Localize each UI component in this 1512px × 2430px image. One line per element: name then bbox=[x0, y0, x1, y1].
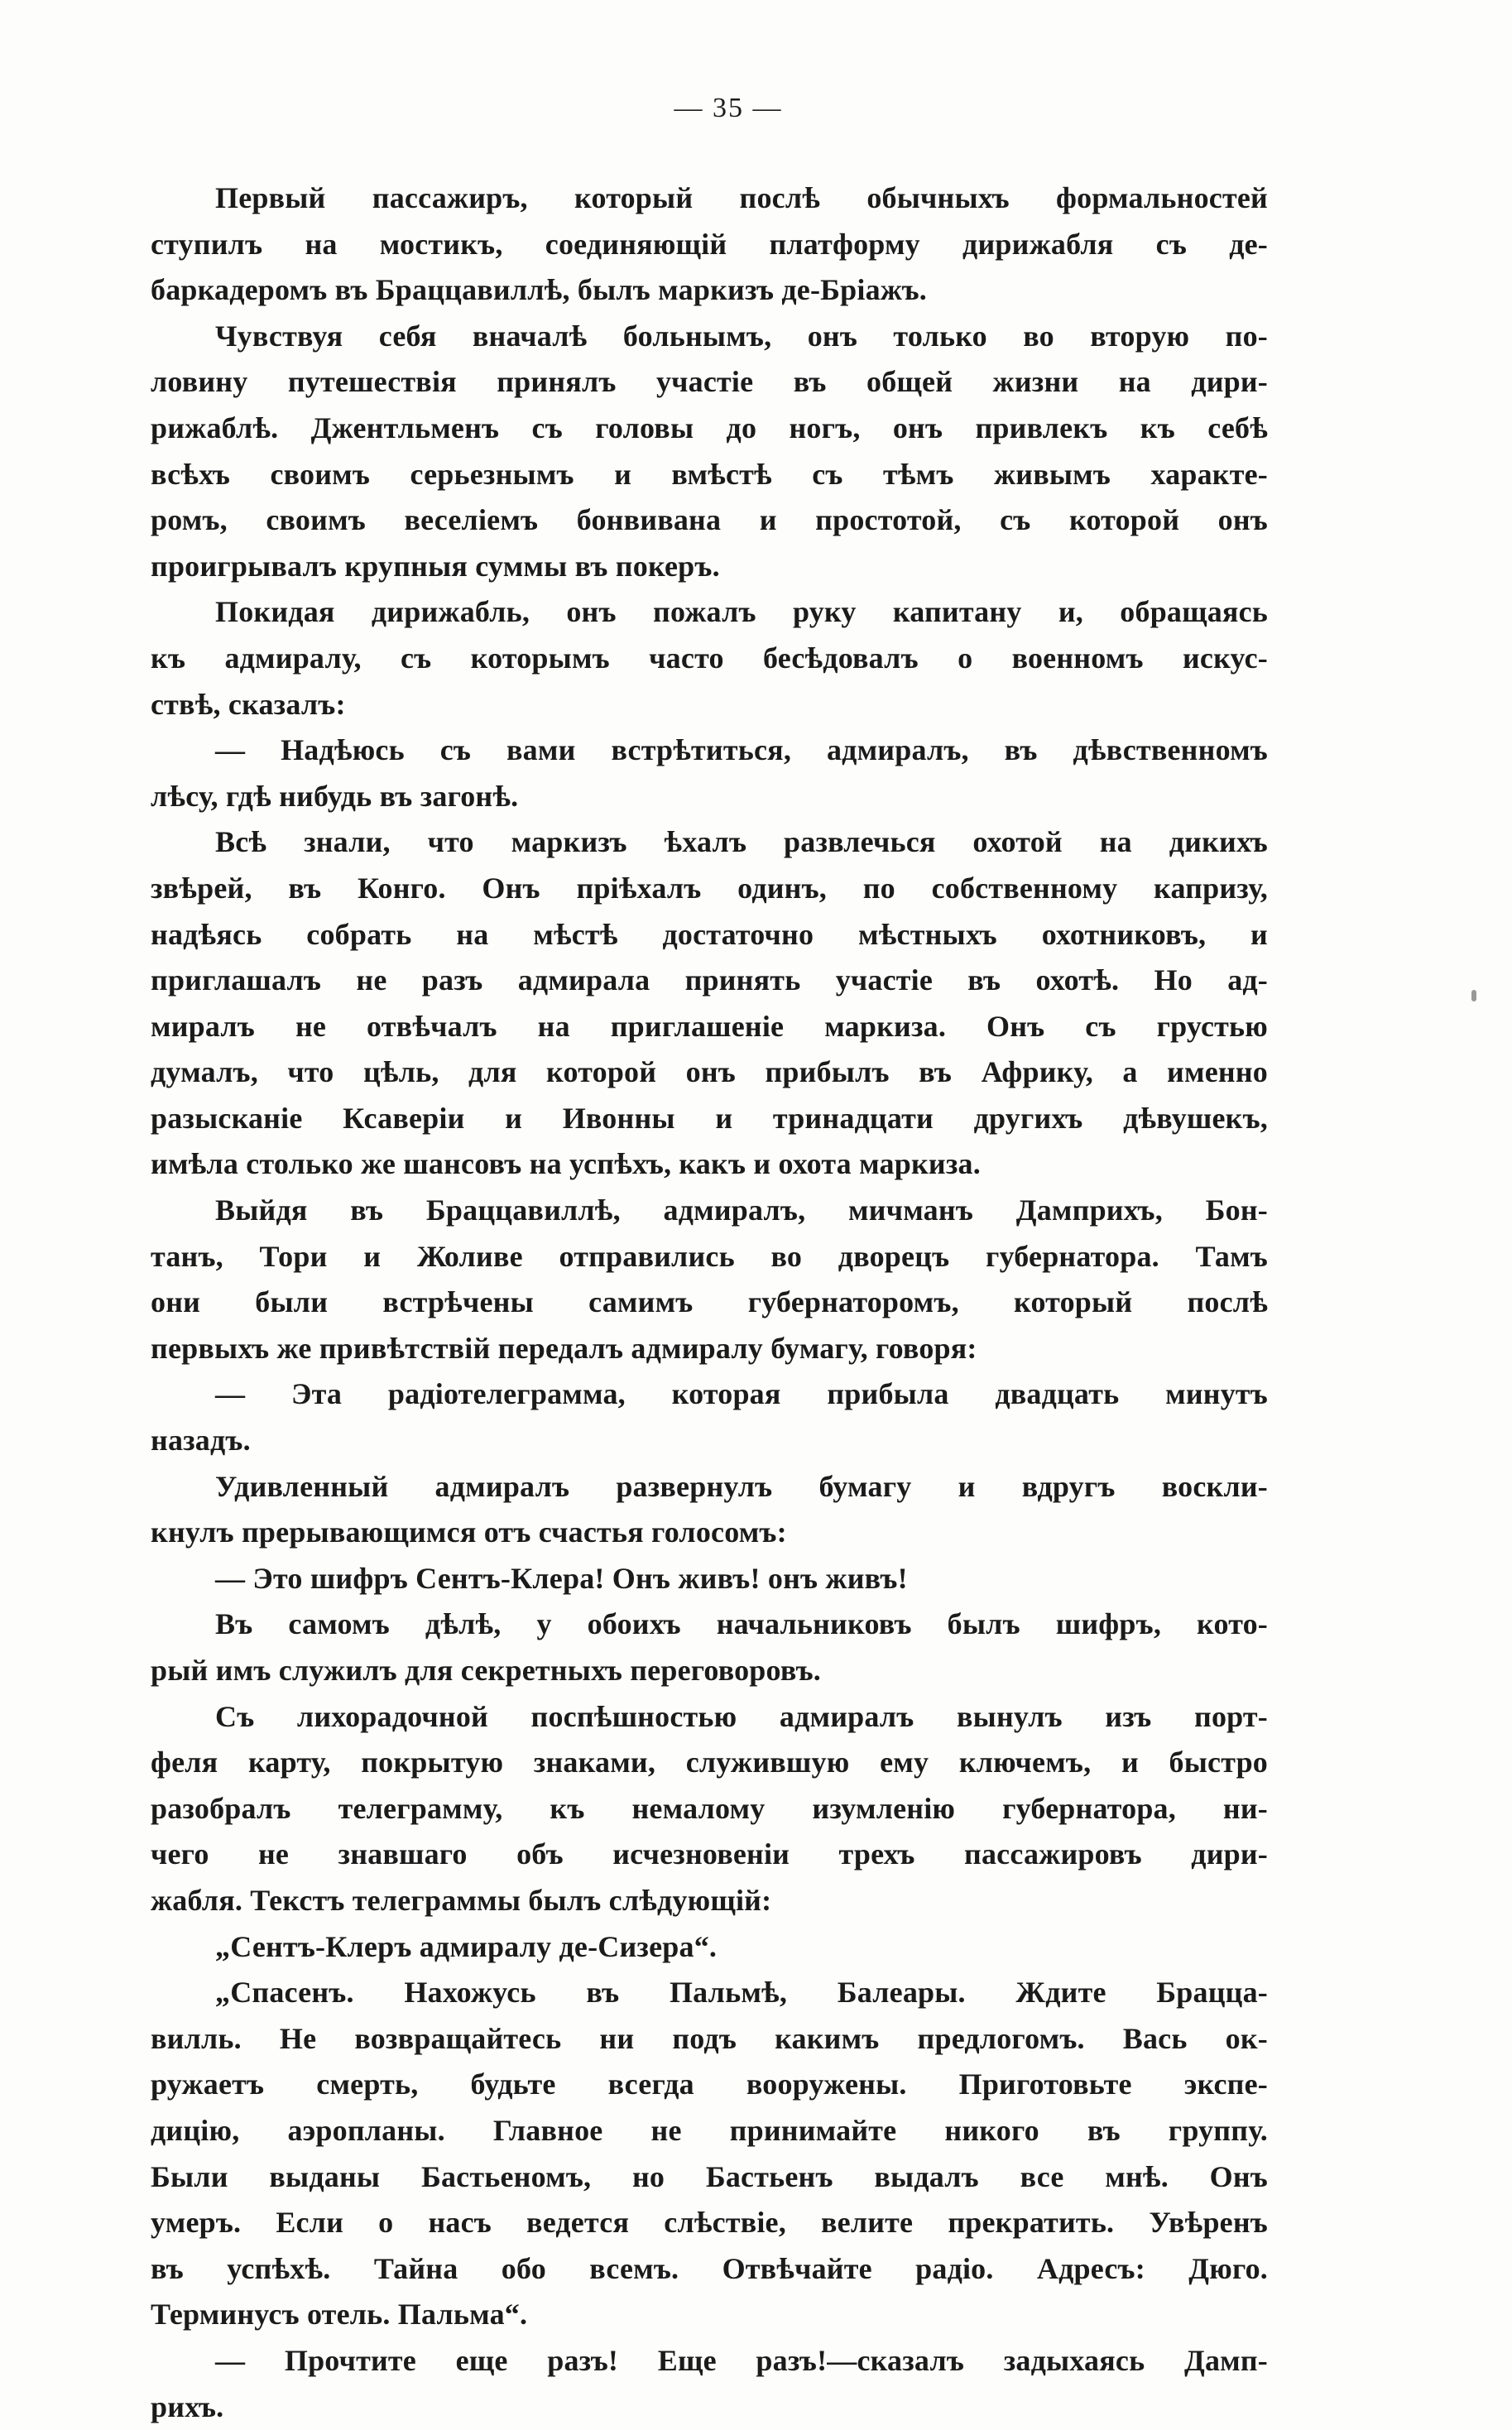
scan-speck bbox=[1471, 990, 1476, 1001]
text-line: Въ самомъ дѣлѣ, у обоихъ начальниковъ былъ шифръ, кото- bbox=[151, 1602, 1268, 1648]
text-line: рихъ. bbox=[151, 2384, 1268, 2430]
text-line: приглашалъ не разъ адмирала принять участіе въ охотѣ. Но ад- bbox=[151, 958, 1268, 1004]
text-line: Терминусъ отель. Пальма“. bbox=[151, 2292, 1268, 2338]
text-line: рижаблѣ. Джентльменъ съ головы до ногъ, онъ привлекъ къ себѣ bbox=[151, 406, 1268, 452]
text-line: баркадеромъ въ Браццавиллѣ, былъ маркизъ де-Бріажъ. bbox=[151, 267, 1268, 314]
text-line: Первый пассажиръ, который послѣ обычныхъ формальностей bbox=[151, 175, 1268, 222]
text-line: миралъ не отвѣчалъ на приглашеніе маркиза. Онъ съ грустью bbox=[151, 1004, 1268, 1050]
text-line: танъ, Тори и Жоливе отправились во дворецъ губернатора. Тамъ bbox=[151, 1234, 1268, 1280]
page-number: — 35 — bbox=[0, 93, 1457, 124]
text-line: ступилъ на мостикъ, соединяющій платформу дирижабля съ де- bbox=[151, 222, 1268, 268]
text-line: жабля. Текстъ телеграммы былъ слѣдующій: bbox=[151, 1878, 1268, 1924]
text-line: лѣсу, гдѣ нибудь въ загонѣ. bbox=[151, 774, 1268, 820]
text-line: ловину путешествія принялъ участіе въ общей жизни на дири- bbox=[151, 359, 1268, 406]
text-line: — Это шифръ Сентъ-Клера! Онъ живъ! онъ живъ! bbox=[151, 1556, 1268, 1602]
text-line: Покидая дирижабль, онъ пожалъ руку капитану и, обращаясь bbox=[151, 589, 1268, 636]
text-line: Выйдя въ Браццавиллѣ, адмиралъ, мичманъ Дамприхъ, Бон- bbox=[151, 1188, 1268, 1234]
text-line: чего не знавшаго объ исчезновеніи трехъ пассажировъ дири- bbox=[151, 1832, 1268, 1878]
text-line: думалъ, что цѣль, для которой онъ прибылъ въ Африку, а именно bbox=[151, 1049, 1268, 1096]
text-line: умеръ. Если о насъ ведется слѣствіе, велите прекратить. Увѣренъ bbox=[151, 2200, 1268, 2246]
text-line: ствѣ, сказалъ: bbox=[151, 682, 1268, 728]
text-line: Всѣ знали, что маркизъ ѣхалъ развлечься охотой на дикихъ bbox=[151, 819, 1268, 866]
text-line: ромъ, своимъ веселіемъ бонвивана и простотой, съ которой онъ bbox=[151, 497, 1268, 544]
text-line: „Сентъ-Клеръ адмиралу де-Сизера“. bbox=[151, 1924, 1268, 1971]
text-line: ружаетъ смерть, будьте всегда вооружены. Приготовьте экспе- bbox=[151, 2062, 1268, 2108]
text-line: разобралъ телеграмму, къ немалому изумленію губернатора, ни- bbox=[151, 1786, 1268, 1832]
text-line: разысканіе Ксаверіи и Ивонны и тринадцати другихъ дѣвушекъ, bbox=[151, 1096, 1268, 1142]
text-line: кнулъ прерывающимся отъ счастья голосомъ: bbox=[151, 1510, 1268, 1556]
text-line: первыхъ же привѣтствій передалъ адмиралу бумагу, говоря: bbox=[151, 1326, 1268, 1372]
text-line: феля карту, покрытую знаками, служившую ему ключемъ, и быстро bbox=[151, 1740, 1268, 1786]
text-line: проигрывалъ крупныя суммы въ покеръ. bbox=[151, 544, 1268, 590]
text-line: Удивленный адмиралъ развернулъ бумагу и вдругъ воскли- bbox=[151, 1464, 1268, 1510]
text-line: Чувствуя себя вначалѣ больнымъ, онъ только во вторую по- bbox=[151, 314, 1268, 360]
text-line: назадъ. bbox=[151, 1418, 1268, 1464]
text-line: всѣхъ своимъ серьезнымъ и вмѣстѣ съ тѣмъ живымъ характе- bbox=[151, 452, 1268, 498]
text-line: звѣрей, въ Конго. Онъ пріѣхалъ одинъ, по собственному капризу, bbox=[151, 866, 1268, 912]
text-line: къ адмиралу, съ которымъ часто бесѣдовалъ о военномъ искус- bbox=[151, 636, 1268, 682]
text-line: рый имъ служилъ для секретныхъ переговоровъ. bbox=[151, 1648, 1268, 1694]
text-line: надѣясь собрать на мѣстѣ достаточно мѣстныхъ охотниковъ, и bbox=[151, 912, 1268, 958]
text-line: „Спасенъ. Нахожусь въ Пальмѣ, Балеары. Ждите Брацца- bbox=[151, 1970, 1268, 2016]
text-line: они были встрѣчены самимъ губернаторомъ, который послѣ bbox=[151, 1280, 1268, 1326]
text-line: Съ лихорадочной поспѣшностью адмиралъ вынулъ изъ порт- bbox=[151, 1694, 1268, 1741]
text-line: — Прочтите еще разъ! Еще разъ!—сказалъ задыхаясь Дамп- bbox=[151, 2338, 1268, 2384]
text-line: вилль. Не возвращайтесь ни подъ какимъ предлогомъ. Вась ок- bbox=[151, 2016, 1268, 2063]
text-line: въ успѣхѣ. Тайна обо всемъ. Отвѣчайте радіо. Адресъ: Дюго. bbox=[151, 2246, 1268, 2293]
text-line: — Надѣюсь съ вами встрѣтиться, адмиралъ, въ дѣвственномъ bbox=[151, 728, 1268, 774]
text-line: — Эта радіотелеграмма, которая прибыла двадцать минутъ bbox=[151, 1371, 1268, 1418]
body-text bbox=[151, 175, 1268, 2430]
text-line: Были выданы Бастьеномъ, но Бастьенъ выдалъ все мнѣ. Онъ bbox=[151, 2154, 1268, 2201]
text-line: дицію, аэропланы. Главное не принимайте никого въ группу. bbox=[151, 2108, 1268, 2154]
text-line: имѣла столько же шансовъ на успѣхъ, какъ и охота маркиза. bbox=[151, 1141, 1268, 1188]
